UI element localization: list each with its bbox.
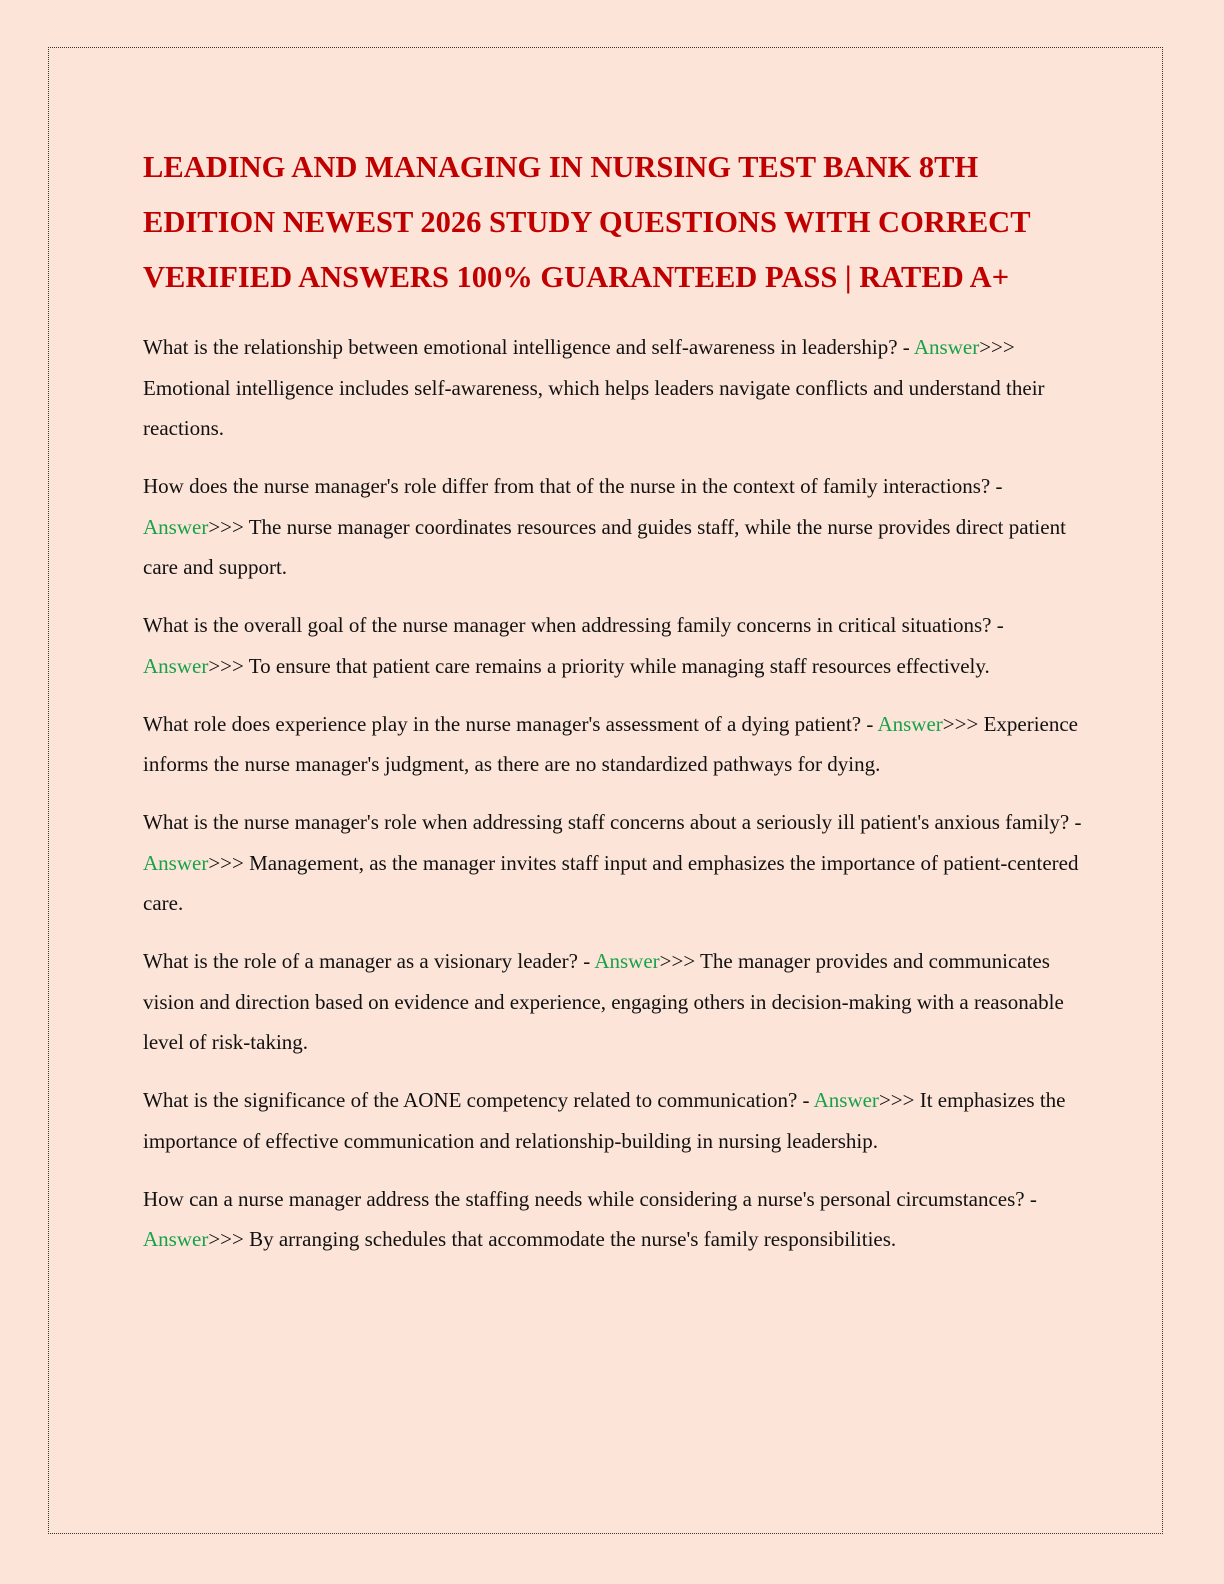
question-text: What role does experience play in the nurse manager's assessment of a dying patient? - xyxy=(143,711,878,736)
answer-label: Answer xyxy=(143,514,209,539)
answer-text: Management, as the manager invites staff input and emphasizes the importance of patient-centered care. xyxy=(143,850,1079,915)
answer-text: To ensure that patient care remains a priority while managing staff resources effectively. xyxy=(248,653,990,678)
answer-label: Answer xyxy=(143,850,209,875)
qa-item xyxy=(143,704,1083,785)
question-text: What is the relationship between emotional intelligence and self-awareness in leadership? - xyxy=(143,335,914,359)
answer-text: The nurse manager coordinates resources and guides staff, while the nurse provides direct patient care and support. xyxy=(143,514,1066,579)
question-text: What is the overall goal of the nurse manager when addressing family concerns in critical situations? - xyxy=(143,613,1004,637)
document-title: LEADING AND MANAGING IN NURSING TEST BANK 8TH EDITION NEWEST 2026 STUDY QUESTIONS WITH CORRECT VERIFIED ANSWERS 100% GUARANTEED PASS | RATED A+ xyxy=(143,150,1031,294)
answer-arrows: >>> xyxy=(208,514,249,539)
qa-item xyxy=(143,802,1083,924)
answer-text: By arranging schedules that accommodate the nurse's family responsibilities. xyxy=(249,1227,897,1251)
answer-arrows: >>> xyxy=(942,711,984,736)
qa-item xyxy=(143,1080,1083,1161)
qa-item xyxy=(143,941,1083,1063)
answer-text: Emotional intelligence includes self-awareness, which helps leaders navigate conflicts and understand their reactions. xyxy=(143,375,1045,440)
question-text: How does the nurse manager's role differ from that of the nurse in the context of family interactions? - xyxy=(143,474,1003,498)
answer-label: Answer xyxy=(913,335,980,359)
answer-text: Experience informs the nurse manager's judgment, as there are no standardized pathways for dying. xyxy=(143,711,1079,776)
answer-text: It emphasizes the importance of effective communication and relationship-building in nursing leadership. xyxy=(143,1088,1066,1153)
qa-item xyxy=(143,327,1083,449)
question-text: What is the nurse manager's role when addressing staff concerns about a seriously ill patient's anxious family? - xyxy=(143,810,1082,834)
answer-label: Answer xyxy=(877,711,943,736)
question-text: How can a nurse manager address the staffing needs while considering a nurse's personal circumstances? - xyxy=(143,1186,1037,1211)
answer-label: Answer xyxy=(813,1088,879,1112)
answer-arrows: >>> xyxy=(208,1227,250,1251)
answer-label: Answer xyxy=(143,1227,209,1251)
answer-arrows: >>> xyxy=(208,850,250,875)
answer-arrows: >>> xyxy=(878,1088,920,1112)
question-text: What is the role of a manager as a visionary leader? - xyxy=(143,949,595,973)
question-text: What is the significance of the AONE competency related to communication? - xyxy=(143,1088,814,1112)
answer-label: Answer xyxy=(594,949,660,973)
qa-item xyxy=(143,605,1083,686)
answer-label: Answer xyxy=(143,653,209,678)
answer-text: The manager provides and communicates vision and direction based on evidence and experience, engaging others in decision-making with a reasonable level of risk-taking. xyxy=(143,949,1064,1054)
qa-item xyxy=(143,1179,1083,1260)
document-content xyxy=(143,140,1083,1277)
answer-arrows: >>> xyxy=(659,949,701,973)
answer-arrows: >>> xyxy=(208,653,249,678)
qa-item xyxy=(143,466,1083,588)
answer-arrows: >>> xyxy=(979,335,1015,359)
